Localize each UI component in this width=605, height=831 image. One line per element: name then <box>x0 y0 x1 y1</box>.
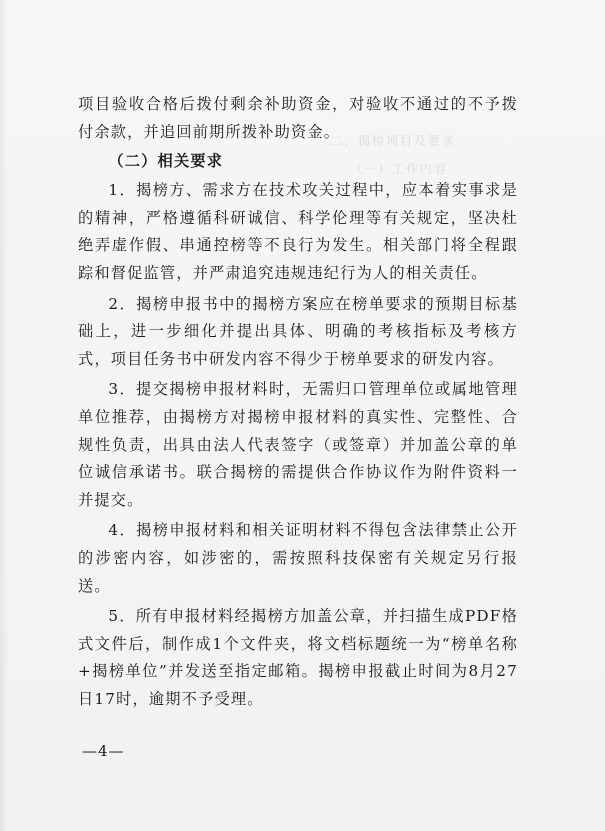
requirement-item-5: 5．所有申报材料经揭榜方加盖公章，并扫描生成PDF格式文件后，制作成1个文件夹，将文档标题统一为“榜单名称+揭榜单位”并发送至指定邮箱。揭榜申报截止时间为8月27日17时，逾期不予受理。 <box>78 607 518 708</box>
page-number: —4— <box>82 742 125 760</box>
requirement-item-3: 3．提交揭榜申报材料时，无需归口管理单位或属地管理单位推荐，由揭榜方对揭榜申报材料的真实性、完整性、合规性负责，出具由法人代表签字（或签章）并加盖公章的单位诚信承诺书。联合揭榜的需提供合作协议作为附件资料一并提交。 <box>78 380 518 509</box>
section-heading: （二）相关要求 <box>108 152 224 171</box>
continuation-paragraph: 项目验收合格后拨付剩余补助资金，对验收不通过的不予拨付余款，并追回前期所拨补助资金。 <box>78 95 518 141</box>
bleed-through-text: 二、揭榜项目及要求 <box>330 134 457 148</box>
document-body <box>78 91 518 713</box>
requirement-item-4: 4．揭榜申报材料和相关证明材料不得包含法律禁止公开的涉密内容，如涉密的，需按照科技保密有关规定另行报送。 <box>78 521 518 595</box>
requirement-item-1: 1．揭榜方、需求方在技术攻关过程中，应本着实事求是的精神，严格遵循科研诚信、科学伦理等有关规定，坚决杜绝弄虚作假、串通控榜等不良行为发生。相关部门将全程跟踪和督促监管，并严肃追究违规违纪行为人的相关责任。 <box>78 181 518 282</box>
requirement-item-2: 2．揭榜申报书中的揭榜方案应在榜单要求的预期目标基础上，进一步细化并提出具体、明确的考核指标及考核方式，项目任务书中研发内容不得少于榜单要求的研发内容。 <box>78 294 518 368</box>
bleed-through-text: （一）工作内容 <box>350 162 449 176</box>
